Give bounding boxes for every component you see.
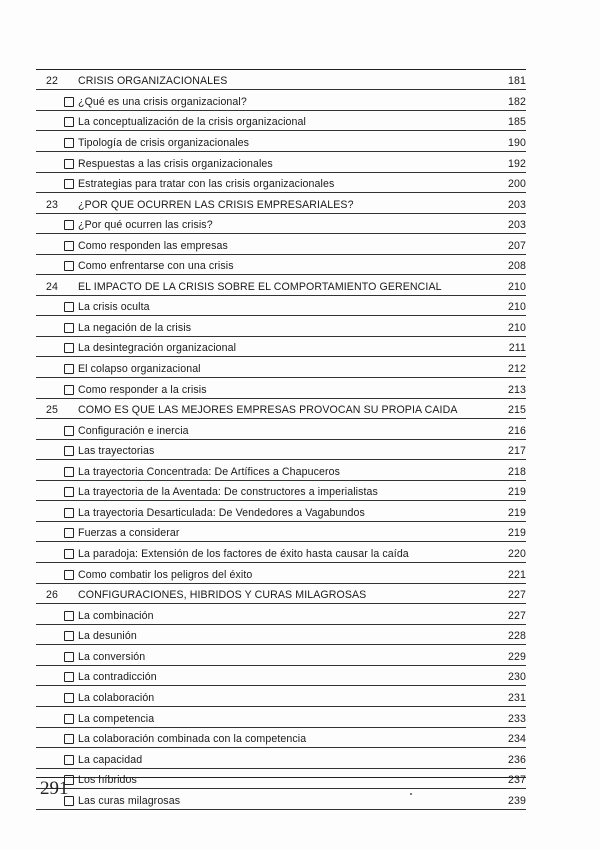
checkbox-square-icon bbox=[36, 241, 78, 254]
chapter-number: 24 bbox=[46, 280, 58, 293]
toc-chapter-row bbox=[36, 70, 526, 90]
page-ref: 203 bbox=[508, 198, 526, 211]
toc-item-row bbox=[36, 481, 526, 502]
checkbox-square-icon bbox=[36, 508, 78, 521]
toc-item-row bbox=[36, 152, 526, 173]
page-ref: 229 bbox=[508, 650, 526, 663]
item-title: La combinación bbox=[78, 609, 154, 622]
item-title: La trayectoria de la Aventada: De constructores a imperialistas bbox=[78, 486, 378, 499]
item-title: Como responder a la crisis bbox=[78, 383, 207, 396]
checkbox-square-icon bbox=[36, 179, 78, 192]
page-ref: 210 bbox=[508, 280, 526, 293]
page-number: 291 bbox=[40, 778, 69, 799]
item-title: La trayectoria Desarticulada: De Vendedores a Vagabundos bbox=[78, 506, 365, 519]
checkbox-square-icon bbox=[36, 631, 78, 644]
square-icon bbox=[64, 734, 74, 744]
page-ref: 228 bbox=[508, 630, 526, 643]
page-ref: 218 bbox=[508, 465, 526, 478]
toc-item-row bbox=[36, 707, 526, 728]
square-icon bbox=[64, 220, 74, 230]
item-title: Como responden las empresas bbox=[78, 239, 228, 252]
checkbox-square-icon bbox=[36, 302, 78, 315]
toc-item-row bbox=[36, 296, 526, 317]
checkbox-square-icon bbox=[36, 97, 78, 110]
square-icon bbox=[64, 611, 74, 621]
scan-speck bbox=[410, 793, 412, 795]
item-title: Tipología de crisis organizacionales bbox=[78, 137, 250, 150]
toc-item-row bbox=[36, 460, 526, 481]
page-ref: 219 bbox=[508, 506, 526, 519]
toc-item-row bbox=[36, 748, 526, 769]
checkbox-square-icon bbox=[36, 693, 78, 706]
toc-item-row bbox=[36, 234, 526, 255]
page-ref: 192 bbox=[508, 157, 526, 170]
toc-item-row bbox=[36, 111, 526, 132]
item-title: La colaboración bbox=[78, 691, 155, 704]
toc-item-row bbox=[36, 419, 526, 440]
toc-item-row bbox=[36, 604, 526, 625]
page-ref: 182 bbox=[508, 95, 526, 108]
footer-rule bbox=[36, 777, 526, 778]
chapter-title: CONFIGURACIONES, HIBRIDOS Y CURAS MILAGROSAS bbox=[78, 588, 367, 601]
toc-item-row bbox=[36, 337, 526, 358]
toc-item-row bbox=[36, 522, 526, 543]
chapter-number: 25 bbox=[46, 403, 58, 416]
page-ref: 230 bbox=[508, 671, 526, 684]
item-title: Fuerzas a considerar bbox=[78, 527, 180, 540]
toc-item-row bbox=[36, 316, 526, 337]
checkbox-square-icon bbox=[36, 385, 78, 398]
item-title: La paradoja: Extensión de los factores de éxito hasta causar la caída bbox=[78, 548, 409, 561]
toc-item-row bbox=[36, 625, 526, 646]
toc-chapter-row bbox=[36, 584, 526, 604]
item-title: Las curas milagrosas bbox=[78, 794, 181, 807]
checkbox-square-icon bbox=[36, 570, 78, 583]
page-ref: 217 bbox=[508, 445, 526, 458]
chapter-number: 22 bbox=[46, 75, 58, 88]
square-icon bbox=[64, 652, 74, 662]
item-title: ¿Qué es una crisis organizacional? bbox=[78, 95, 247, 108]
square-icon bbox=[64, 241, 74, 251]
toc-item-row bbox=[36, 563, 526, 584]
square-icon bbox=[64, 138, 74, 148]
checkbox-square-icon bbox=[36, 117, 78, 130]
square-icon bbox=[64, 693, 74, 703]
item-title: Las trayectorias bbox=[78, 445, 155, 458]
chapter-title: COMO ES QUE LAS MEJORES EMPRESAS PROVOCAN SU PROPIA CAIDA bbox=[78, 403, 458, 416]
item-title: La conceptualización de la crisis organizacional bbox=[78, 116, 306, 129]
page-ref: 208 bbox=[508, 260, 526, 273]
checkbox-square-icon bbox=[36, 138, 78, 151]
square-icon bbox=[64, 528, 74, 538]
chapter-title: EL IMPACTO DE LA CRISIS SOBRE EL COMPORTAMIENTO GERENCIAL bbox=[78, 280, 442, 293]
toc-item-row bbox=[36, 501, 526, 522]
checkbox-square-icon bbox=[36, 652, 78, 665]
item-title: La desunión bbox=[78, 630, 137, 643]
square-icon bbox=[64, 426, 74, 436]
toc-item-row bbox=[36, 255, 526, 276]
checkbox-square-icon bbox=[36, 672, 78, 685]
page-ref: 210 bbox=[508, 301, 526, 314]
chapter-title: ¿POR QUE OCURREN LAS CRISIS EMPRESARIALES? bbox=[78, 198, 354, 211]
chapter-title: CRISIS ORGANIZACIONALES bbox=[78, 75, 228, 88]
chapter-number: 26 bbox=[46, 588, 58, 601]
page-ref: 227 bbox=[508, 588, 526, 601]
page-ref: 203 bbox=[508, 219, 526, 232]
square-icon bbox=[64, 714, 74, 724]
checkbox-square-icon bbox=[36, 159, 78, 172]
square-icon bbox=[64, 364, 74, 374]
square-icon bbox=[64, 508, 74, 518]
table-of-contents bbox=[36, 69, 526, 810]
checkbox-square-icon bbox=[36, 528, 78, 541]
item-title: Los híbridos bbox=[78, 774, 137, 787]
toc-item-row bbox=[36, 542, 526, 563]
toc-item-row bbox=[36, 440, 526, 461]
square-icon bbox=[64, 385, 74, 395]
page-ref: 233 bbox=[508, 712, 526, 725]
square-icon bbox=[64, 179, 74, 189]
item-title: Como enfrentarse con una crisis bbox=[78, 260, 234, 273]
checkbox-square-icon bbox=[36, 426, 78, 439]
toc-item-row bbox=[36, 214, 526, 235]
toc-item-row bbox=[36, 645, 526, 666]
checkbox-square-icon bbox=[36, 364, 78, 377]
page-ref: 211 bbox=[508, 342, 526, 355]
item-title: La trayectoria Concentrada: De Artífices a Chapuceros bbox=[78, 465, 341, 478]
page-ref: 215 bbox=[508, 403, 526, 416]
checkbox-square-icon bbox=[36, 446, 78, 459]
page-ref: 213 bbox=[508, 383, 526, 396]
square-icon bbox=[64, 117, 74, 127]
page-ref: 220 bbox=[508, 548, 526, 561]
toc-chapter-row bbox=[36, 399, 526, 419]
checkbox-square-icon bbox=[36, 549, 78, 562]
square-icon bbox=[64, 97, 74, 107]
page-ref: 234 bbox=[508, 733, 526, 746]
square-icon bbox=[64, 549, 74, 559]
item-title: El colapso organizacional bbox=[78, 363, 201, 376]
square-icon bbox=[64, 631, 74, 641]
toc-item-row bbox=[36, 769, 526, 790]
checkbox-square-icon bbox=[36, 323, 78, 336]
toc-item-row bbox=[36, 789, 526, 810]
item-title: La crisis oculta bbox=[78, 301, 150, 314]
page-ref: 190 bbox=[508, 137, 526, 150]
toc-item-row bbox=[36, 357, 526, 378]
toc-chapter-row bbox=[36, 193, 526, 213]
toc-item-row bbox=[36, 728, 526, 749]
square-icon bbox=[64, 323, 74, 333]
page-ref: 219 bbox=[508, 486, 526, 499]
checkbox-square-icon bbox=[36, 487, 78, 500]
checkbox-square-icon bbox=[36, 611, 78, 624]
item-title: La desintegración organizacional bbox=[78, 342, 237, 355]
item-title: La competencia bbox=[78, 712, 155, 725]
square-icon bbox=[64, 672, 74, 682]
item-title: La contradicción bbox=[78, 671, 157, 684]
checkbox-square-icon bbox=[36, 755, 78, 768]
item-title: Como combatir los peligros del éxito bbox=[78, 568, 253, 581]
page-ref: 237 bbox=[508, 774, 526, 787]
item-title: Estrategias para tratar con las crisis organizacionales bbox=[78, 178, 335, 191]
item-title: La negación de la crisis bbox=[78, 321, 192, 334]
page-ref: 185 bbox=[508, 116, 526, 129]
item-title: La capacidad bbox=[78, 753, 143, 766]
square-icon bbox=[64, 159, 74, 169]
page-ref: 181 bbox=[508, 75, 526, 88]
toc-item-row bbox=[36, 666, 526, 687]
toc-item-row bbox=[36, 131, 526, 152]
item-title: La colaboración combinada con la competencia bbox=[78, 733, 307, 746]
item-title: Respuestas a las crisis organizacionales bbox=[78, 157, 273, 170]
checkbox-square-icon bbox=[36, 220, 78, 233]
chapter-number: 23 bbox=[46, 198, 58, 211]
checkbox-square-icon bbox=[36, 343, 78, 356]
page-ref: 212 bbox=[508, 363, 526, 376]
square-icon bbox=[64, 446, 74, 456]
square-icon bbox=[64, 261, 74, 271]
page-ref: 227 bbox=[508, 609, 526, 622]
page-ref: 207 bbox=[508, 239, 526, 252]
page-ref: 210 bbox=[508, 321, 526, 334]
toc-item-row bbox=[36, 686, 526, 707]
square-icon bbox=[64, 343, 74, 353]
square-icon bbox=[64, 570, 74, 580]
page-ref: 219 bbox=[508, 527, 526, 540]
item-title: La conversión bbox=[78, 650, 146, 663]
page-ref: 216 bbox=[508, 424, 526, 437]
toc-item-row bbox=[36, 378, 526, 399]
square-icon bbox=[64, 755, 74, 765]
toc-chapter-row bbox=[36, 275, 526, 295]
page-ref: 221 bbox=[508, 568, 526, 581]
checkbox-square-icon bbox=[36, 714, 78, 727]
toc-item-row bbox=[36, 173, 526, 194]
item-title: Configuración e inercia bbox=[78, 424, 189, 437]
square-icon bbox=[64, 467, 74, 477]
checkbox-square-icon bbox=[36, 467, 78, 480]
toc-item-row bbox=[36, 90, 526, 111]
square-icon bbox=[64, 487, 74, 497]
page-ref: 200 bbox=[508, 178, 526, 191]
page-ref: 239 bbox=[508, 794, 526, 807]
checkbox-square-icon bbox=[36, 261, 78, 274]
square-icon bbox=[64, 302, 74, 312]
item-title: ¿Por qué ocurren las crisis? bbox=[78, 219, 213, 232]
page-ref: 236 bbox=[508, 753, 526, 766]
checkbox-square-icon bbox=[36, 734, 78, 747]
page-ref: 231 bbox=[508, 691, 526, 704]
